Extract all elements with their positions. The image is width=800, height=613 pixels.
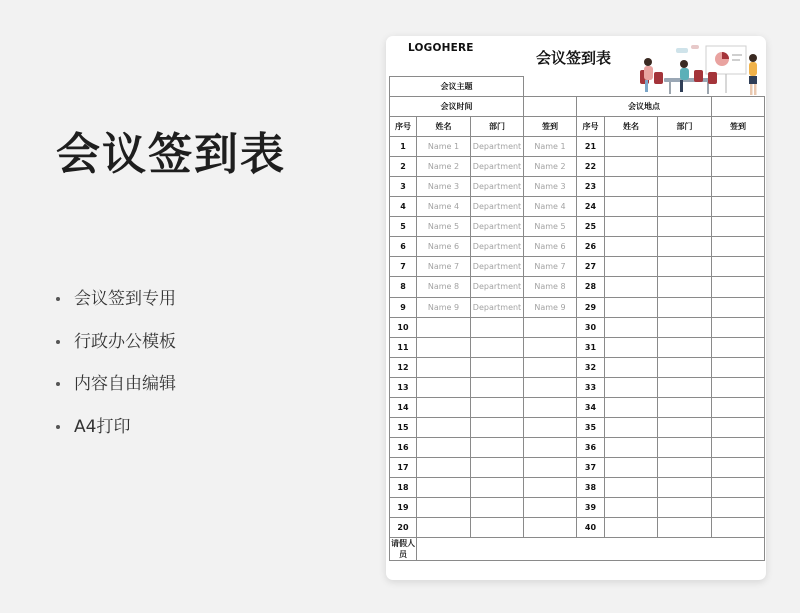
feature-item (56, 327, 176, 370)
name-cell[interactable] (605, 417, 658, 437)
department-cell[interactable] (658, 497, 712, 517)
row-number: 6 (390, 237, 417, 257)
signature-cell[interactable] (524, 518, 577, 538)
signature-cell[interactable] (524, 437, 577, 457)
department-cell[interactable] (658, 397, 712, 417)
table-row (390, 417, 765, 437)
signature-cell[interactable]: Name 6 (524, 237, 577, 257)
table-row (390, 377, 765, 397)
signature-cell[interactable] (712, 197, 765, 217)
name-cell[interactable] (417, 377, 471, 397)
row-number: 19 (390, 497, 417, 517)
name-cell[interactable]: Name 3 (417, 177, 471, 197)
table-row (390, 177, 765, 197)
signature-cell[interactable] (712, 257, 765, 277)
leave-label: 请假人员 (391, 539, 415, 560)
name-cell[interactable]: Name 9 (417, 297, 471, 317)
department-cell[interactable] (471, 518, 524, 538)
name-cell[interactable] (417, 317, 471, 337)
department-cell[interactable] (658, 337, 712, 357)
row-number: 7 (390, 257, 417, 277)
signature-cell[interactable] (712, 397, 765, 417)
name-cell[interactable] (417, 518, 471, 538)
row-number: 14 (390, 397, 417, 417)
row-number: 36 (577, 437, 605, 457)
department-cell[interactable] (658, 457, 712, 477)
meeting-topic-row (390, 77, 765, 97)
row-number: 12 (390, 357, 417, 377)
name-cell[interactable] (417, 437, 471, 457)
table-row (390, 437, 765, 457)
table-row (390, 257, 765, 277)
signature-cell[interactable]: Name 9 (524, 297, 577, 317)
row-number: 27 (577, 257, 605, 277)
name-cell[interactable] (605, 197, 658, 217)
table-row (390, 317, 765, 337)
name-cell[interactable] (605, 237, 658, 257)
feature-label: 行政办公模板 (74, 331, 176, 352)
table-row (390, 277, 765, 297)
name-cell[interactable]: Name 2 (417, 157, 471, 177)
signature-cell[interactable] (712, 518, 765, 538)
signature-cell[interactable]: Name 2 (524, 157, 577, 177)
name-cell[interactable] (605, 397, 658, 417)
department-cell[interactable]: Department (471, 277, 524, 297)
meeting-topic-label: 会议主题 (390, 77, 524, 97)
sheet-title: 会议签到表 (536, 49, 612, 67)
meeting-place-field[interactable] (712, 97, 765, 117)
department-cell[interactable] (471, 397, 524, 417)
signature-cell[interactable] (524, 477, 577, 497)
row-number: 35 (577, 417, 605, 437)
row-number: 33 (577, 377, 605, 397)
department-cell[interactable] (658, 157, 712, 177)
table-row (390, 357, 765, 377)
department-cell[interactable] (658, 357, 712, 377)
department-cell[interactable]: Department (471, 257, 524, 277)
department-cell[interactable] (658, 317, 712, 337)
name-cell[interactable]: Name 5 (417, 217, 471, 237)
name-cell[interactable] (417, 477, 471, 497)
signature-cell[interactable] (524, 457, 577, 477)
name-cell[interactable] (605, 157, 658, 177)
meeting-time-label: 会议时间 (390, 97, 524, 117)
department-cell[interactable] (471, 317, 524, 337)
signature-cell[interactable] (712, 477, 765, 497)
row-number: 30 (577, 317, 605, 337)
leave-field[interactable] (417, 538, 765, 561)
header-no: 序号 (577, 117, 605, 137)
header-dept: 部门 (471, 117, 524, 137)
row-number: 32 (577, 357, 605, 377)
header-no: 序号 (390, 117, 417, 137)
signature-cell[interactable] (524, 337, 577, 357)
name-cell[interactable]: Name 4 (417, 197, 471, 217)
name-cell[interactable] (605, 357, 658, 377)
leave-row (390, 538, 765, 561)
signature-cell[interactable] (712, 377, 765, 397)
row-number: 28 (577, 277, 605, 297)
name-cell[interactable] (605, 257, 658, 277)
signature-cell[interactable]: Name 3 (524, 177, 577, 197)
department-cell[interactable]: Department (471, 177, 524, 197)
department-cell[interactable] (658, 437, 712, 457)
header-dept: 部门 (658, 117, 712, 137)
department-cell[interactable] (658, 518, 712, 538)
name-cell[interactable]: Name 1 (417, 137, 471, 157)
department-cell[interactable]: Department (471, 217, 524, 237)
meeting-time-field[interactable] (524, 97, 577, 117)
signature-cell[interactable] (524, 397, 577, 417)
sign-in-table (389, 76, 765, 561)
row-number: 20 (390, 518, 417, 538)
meeting-place-label: 会议地点 (577, 97, 712, 117)
row-number: 10 (390, 317, 417, 337)
signature-cell[interactable]: Name 7 (524, 257, 577, 277)
row-number: 4 (390, 197, 417, 217)
row-number: 1 (390, 137, 417, 157)
table-row (390, 518, 765, 538)
table-row (390, 477, 765, 497)
header-name: 姓名 (417, 117, 471, 137)
name-cell[interactable] (605, 317, 658, 337)
feature-item (56, 284, 176, 327)
bullet-icon (56, 382, 60, 386)
signature-cell[interactable]: Name 1 (524, 137, 577, 157)
row-number: 31 (577, 337, 605, 357)
department-cell[interactable] (658, 277, 712, 297)
row-number: 40 (577, 518, 605, 538)
name-cell[interactable] (605, 297, 658, 317)
name-cell[interactable] (605, 137, 658, 157)
meeting-time-row (390, 97, 765, 117)
page-title: 会议签到表 (56, 129, 286, 180)
name-cell[interactable] (417, 337, 471, 357)
department-cell[interactable] (471, 337, 524, 357)
header-row (390, 117, 765, 137)
department-cell[interactable] (471, 357, 524, 377)
name-cell[interactable] (417, 397, 471, 417)
signature-cell[interactable] (712, 217, 765, 237)
department-cell[interactable]: Department (471, 157, 524, 177)
department-cell[interactable] (658, 417, 712, 437)
department-cell[interactable] (471, 417, 524, 437)
row-number: 17 (390, 457, 417, 477)
name-cell[interactable]: Name 6 (417, 237, 471, 257)
signature-cell[interactable] (712, 157, 765, 177)
name-cell[interactable] (605, 177, 658, 197)
row-number: 37 (577, 457, 605, 477)
name-cell[interactable]: Name 8 (417, 277, 471, 297)
row-number: 25 (577, 217, 605, 237)
table-row (390, 457, 765, 477)
row-number: 34 (577, 397, 605, 417)
department-cell[interactable] (658, 137, 712, 157)
signature-cell[interactable] (712, 437, 765, 457)
name-cell[interactable] (417, 497, 471, 517)
meeting-topic-field[interactable] (524, 77, 765, 97)
department-cell[interactable] (658, 257, 712, 277)
name-cell[interactable] (605, 518, 658, 538)
signature-cell[interactable] (712, 237, 765, 257)
signature-cell[interactable] (712, 337, 765, 357)
row-number: 26 (577, 237, 605, 257)
logo: LOGOHERE (408, 42, 474, 54)
table-row (390, 137, 765, 157)
department-cell[interactable] (658, 477, 712, 497)
name-cell[interactable] (605, 337, 658, 357)
name-cell[interactable] (605, 377, 658, 397)
name-cell[interactable]: Name 7 (417, 257, 471, 277)
table-row (390, 237, 765, 257)
row-number: 8 (390, 277, 417, 297)
table-row (390, 217, 765, 237)
name-cell[interactable] (605, 497, 658, 517)
row-number: 39 (577, 497, 605, 517)
name-cell[interactable] (605, 437, 658, 457)
header-sign: 签到 (524, 117, 577, 137)
department-cell[interactable] (658, 217, 712, 237)
signature-cell[interactable] (712, 297, 765, 317)
name-cell[interactable] (605, 477, 658, 497)
department-cell[interactable] (658, 377, 712, 397)
feature-label: 内容自由编辑 (74, 374, 176, 394)
department-cell[interactable] (471, 497, 524, 517)
row-number: 29 (577, 297, 605, 317)
signature-cell[interactable] (712, 277, 765, 297)
name-cell[interactable] (605, 457, 658, 477)
department-cell[interactable] (471, 457, 524, 477)
table-row (390, 497, 765, 517)
signature-cell[interactable] (712, 317, 765, 337)
row-number: 5 (390, 217, 417, 237)
signature-cell[interactable] (524, 497, 577, 517)
name-cell[interactable] (417, 357, 471, 377)
signature-cell[interactable] (712, 177, 765, 197)
bullet-icon (56, 425, 60, 429)
department-cell[interactable]: Department (471, 237, 524, 257)
name-cell[interactable] (605, 217, 658, 237)
department-cell[interactable]: Department (471, 137, 524, 157)
row-number: 23 (577, 177, 605, 197)
department-cell[interactable]: Department (471, 197, 524, 217)
signature-cell[interactable] (524, 417, 577, 437)
row-number: 9 (390, 297, 417, 317)
department-cell[interactable] (658, 197, 712, 217)
row-number: 13 (390, 377, 417, 397)
bullet-icon (56, 340, 60, 344)
department-cell[interactable]: Department (471, 297, 524, 317)
signature-cell[interactable] (712, 497, 765, 517)
row-number: 15 (390, 417, 417, 437)
bullet-icon (56, 297, 60, 301)
table-row (390, 397, 765, 417)
header-sign: 签到 (712, 117, 765, 137)
signature-cell[interactable] (712, 357, 765, 377)
table-row (390, 157, 765, 177)
row-number: 11 (390, 337, 417, 357)
table-row (390, 197, 765, 217)
row-number: 18 (390, 477, 417, 497)
name-cell[interactable] (605, 277, 658, 297)
department-cell[interactable] (471, 477, 524, 497)
signature-cell[interactable] (524, 357, 577, 377)
department-cell[interactable] (471, 437, 524, 457)
signature-cell[interactable] (712, 417, 765, 437)
department-cell[interactable] (658, 297, 712, 317)
header-name: 姓名 (605, 117, 658, 137)
signature-cell[interactable] (712, 137, 765, 157)
feature-label: A4打印 (74, 416, 131, 437)
row-number: 16 (390, 437, 417, 457)
feature-item (56, 412, 176, 455)
name-cell[interactable] (417, 417, 471, 437)
signature-cell[interactable]: Name 8 (524, 277, 577, 297)
feature-label: 会议签到专用 (74, 289, 176, 309)
row-number: 22 (577, 157, 605, 177)
row-number: 24 (577, 197, 605, 217)
signature-cell[interactable] (524, 317, 577, 337)
signature-cell[interactable] (712, 457, 765, 477)
row-number: 38 (577, 477, 605, 497)
sign-in-sheet-preview (386, 36, 766, 580)
department-cell[interactable] (658, 237, 712, 257)
signature-cell[interactable]: Name 5 (524, 217, 577, 237)
feature-item (56, 369, 176, 412)
signature-cell[interactable]: Name 4 (524, 197, 577, 217)
name-cell[interactable] (417, 457, 471, 477)
table-row (390, 337, 765, 357)
department-cell[interactable] (658, 177, 712, 197)
signature-cell[interactable] (524, 377, 577, 397)
feature-list (56, 284, 176, 454)
row-number: 2 (390, 157, 417, 177)
table-row (390, 297, 765, 317)
department-cell[interactable] (471, 377, 524, 397)
row-number: 21 (577, 137, 605, 157)
row-number: 3 (390, 177, 417, 197)
